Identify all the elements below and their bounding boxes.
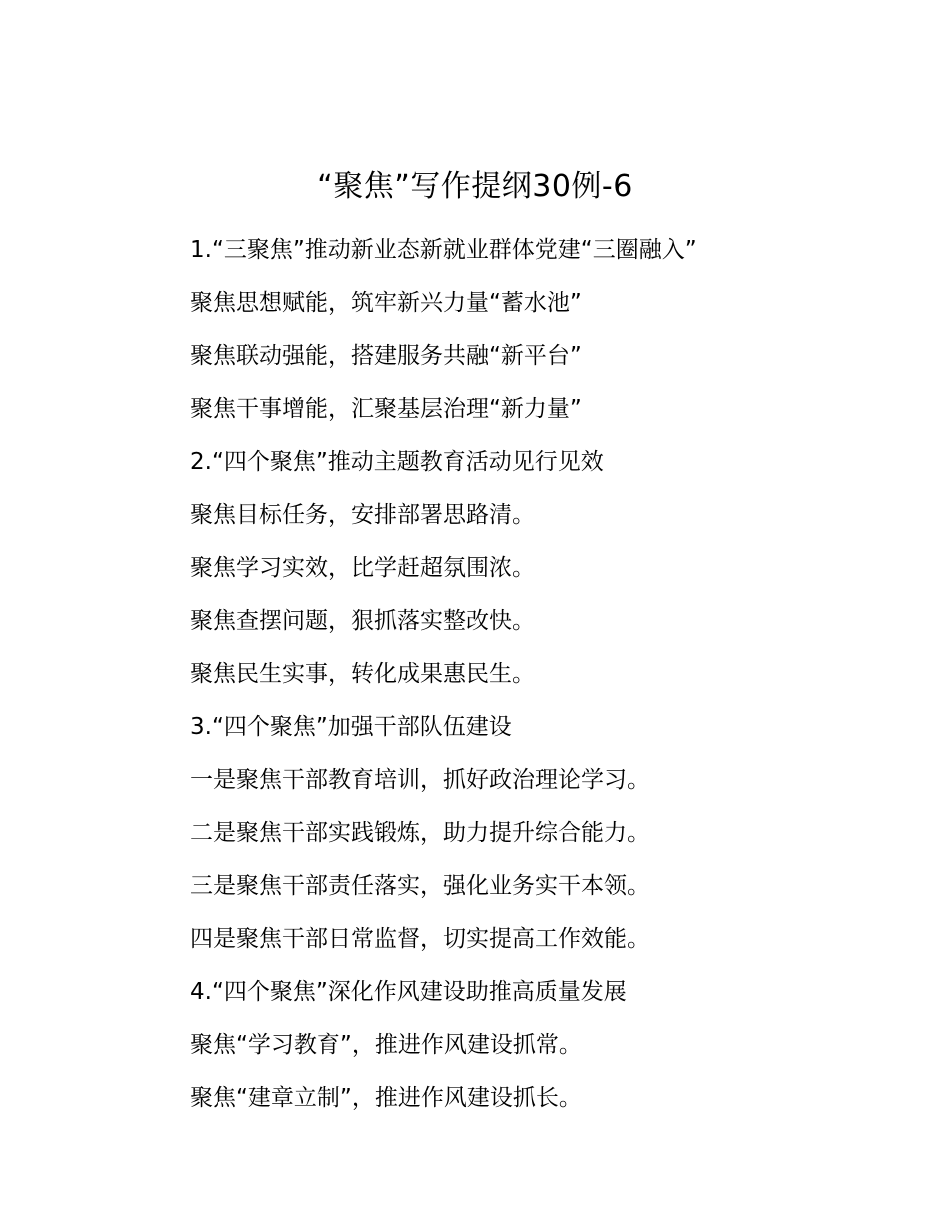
body-line: 一是聚焦干部教育培训，抓好政治理论学习。 <box>190 767 650 793</box>
body-line: 聚焦联动强能，搭建服务共融“新平台” <box>190 343 582 369</box>
heading-item-1: 1.“三聚焦”推动新业态新就业群体党建“三圈融入” <box>190 237 697 263</box>
body-line: 聚焦思想赋能，筑牢新兴力量“蓄水池” <box>190 290 582 316</box>
document-title: “聚焦”写作提纲30例-6 <box>317 169 633 204</box>
body-line: 聚焦“学习教育”，推进作风建设抓常。 <box>190 1032 582 1058</box>
heading-item-4: 4.“四个聚焦”深化作风建设助推高质量发展 <box>190 979 627 1005</box>
body-line: 聚焦民生实事，转化成果惠民生。 <box>190 661 535 687</box>
document-body <box>190 224 930 1125</box>
body-line: 聚焦目标任务，安排部署思路清。 <box>190 502 535 528</box>
body-line: 聚焦查摆问题，狠抓落实整改快。 <box>190 608 535 634</box>
heading-item-2: 2.“四个聚焦”推动主题教育活动见行见效 <box>190 449 604 475</box>
body-line: 二是聚焦干部实践锻炼，助力提升综合能力。 <box>190 820 650 846</box>
body-line: 四是聚焦干部日常监督，切实提高工作效能。 <box>190 926 650 952</box>
body-line: 三是聚焦干部责任落实，强化业务实干本领。 <box>190 873 650 899</box>
body-line: 聚焦“建章立制”，推进作风建设抓长。 <box>190 1085 582 1111</box>
heading-item-3: 3.“四个聚焦”加强干部队伍建设 <box>190 714 512 740</box>
body-line: 聚焦干事增能，汇聚基层治理“新力量” <box>190 396 582 422</box>
body-line: 聚焦学习实效，比学赶超氛围浓。 <box>190 555 535 581</box>
